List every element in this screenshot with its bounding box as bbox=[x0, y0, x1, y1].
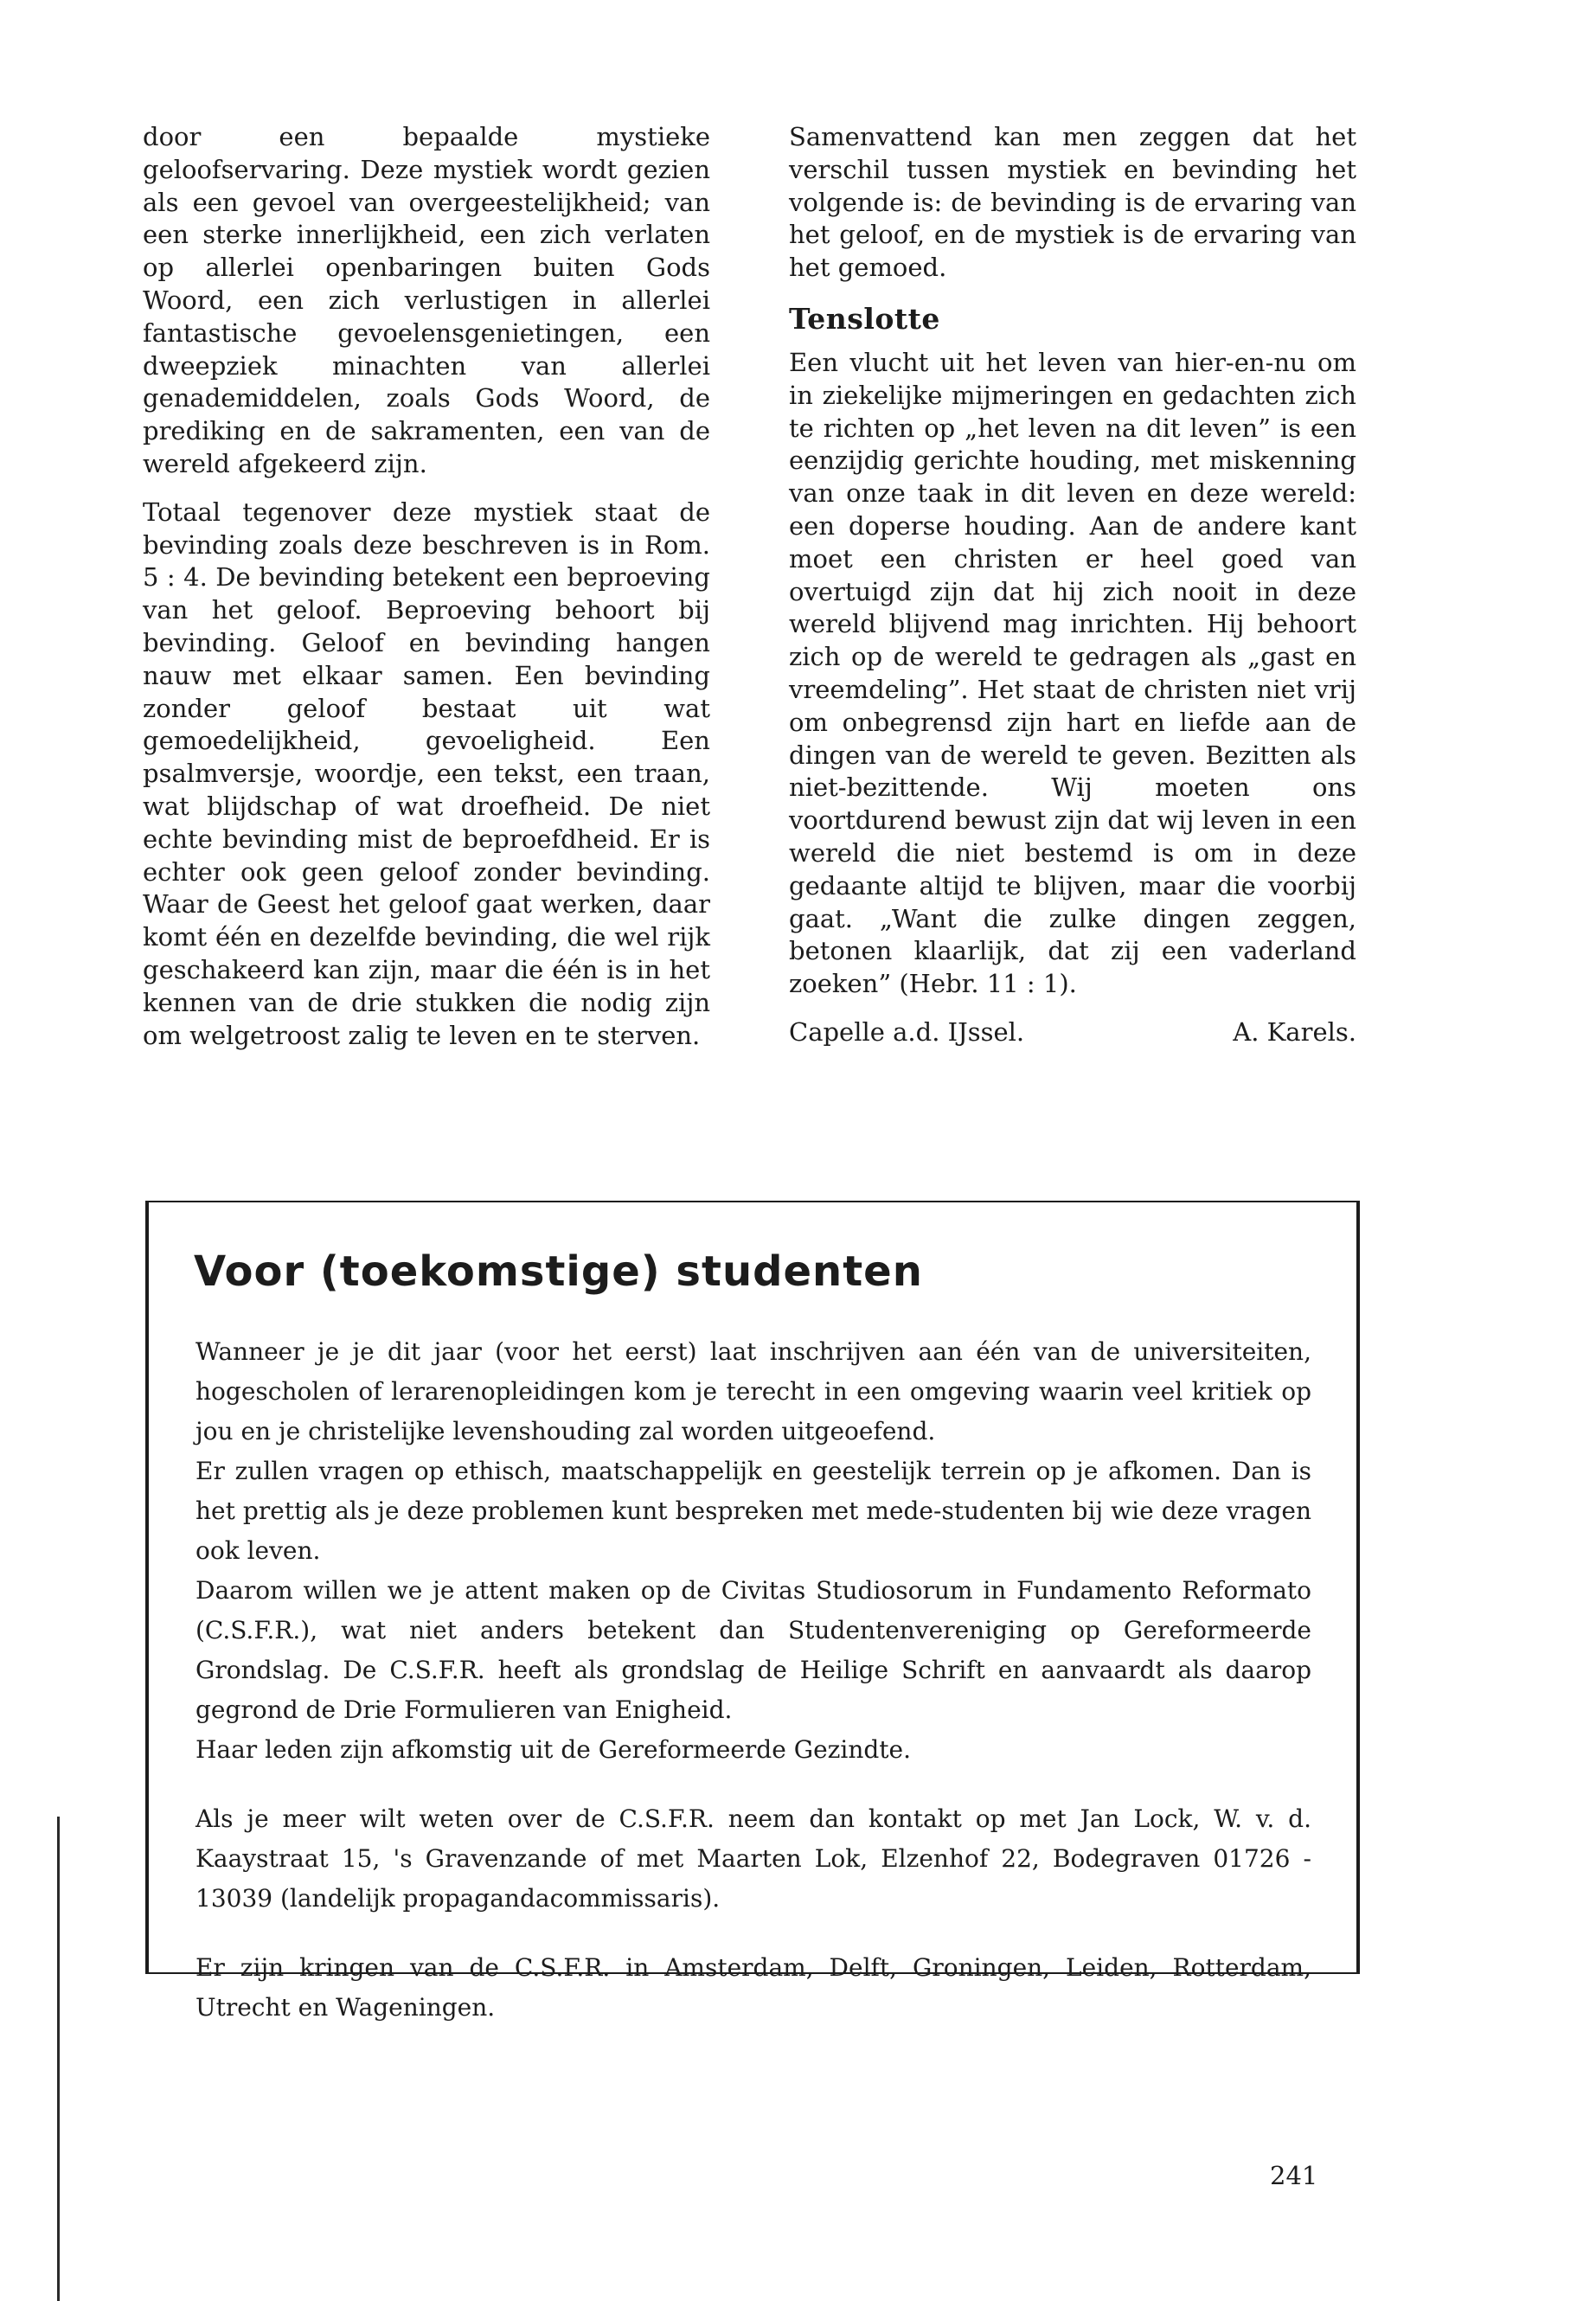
notice-paragraph: Er zullen vragen op ethisch, maatschappelijk en geestelijk terrein op je afkomen. Dan is het prettig als je deze problemen kunt bespreken met mede-studenten bij wie deze vragen ook leven. bbox=[195, 1457, 1311, 1565]
notice-title: Voor (toekomstige) studenten bbox=[194, 1247, 923, 1296]
right-body-paragraph: Een vlucht uit het leven van hier-en-nu om in ziekelijke mijmeringen en gedachten zich te richten op „het leven na dit leven” is een eenzijdig gerichte houding, met miskenning van onze taak in dit leven en deze wereld: een doperse houding. Aan de andere kant moet een christen er heel goed van overtuigd zijn dat hij zich nooit in deze wereld blijvend mag inrichten. Hij behoort zich op de wereld te gedragen als „gast en vreemdeling”. Het staat de christen niet vrij om onbegrensd zijn hart en liefde aan de dingen van de wereld te geven. Bezitten als niet-bezittende. Wij moeten ons voortdurend bewust zijn dat wij leven in een wereld die niet bestemd is om in deze gedaante altijd te blijven, maar die voorbij gaat. „Want die zulke dingen zeggen, betonen klaarlijk, dat zij een vaderland zoeken” (Hebr. 11 : 1). bbox=[789, 347, 1356, 999]
section-heading: Tenslotte bbox=[789, 301, 940, 336]
left-column bbox=[143, 121, 710, 1067]
left-paragraph-1: door een bepaalde mystieke geloofservaring. Deze mystiek wordt gezien als een gevoel van overgeestelijkheid; van een sterke innerlijkheid, een zich verlaten op allerlei openbaringen buiten Gods Woord, een zich verlustigen in allerlei fantastische gevoelensgenietingen, een dweepziek minachten van allerlei genademiddelen, zoals Gods Woord, de prediking en de sakramenten, een van de wereld afgekeerd zijn. bbox=[143, 122, 710, 478]
right-intro-paragraph: Samenvattend kan men zeggen dat het verschil tussen mystiek en bevinding het volgende is: de bevinding is de ervaring van het geloof, en de mystiek is de ervaring van het gemoed. bbox=[789, 122, 1356, 283]
notice-locations-paragraph: Er zijn kringen van de C.S.F.R. in Amsterdam, Delft, Groningen, Leiden, Rotterdam, Utrecht en Wageningen. bbox=[195, 1953, 1311, 2022]
notice-paragraph: Haar leden zijn afkomstig uit de Gereformeerde Gezindte. bbox=[195, 1735, 912, 1764]
signature-line bbox=[789, 1016, 1356, 1049]
signature-place: Capelle a.d. IJssel. bbox=[789, 1016, 1025, 1047]
notice-body bbox=[195, 1332, 1311, 2028]
notice-box bbox=[145, 1201, 1360, 2022]
page-edge-line bbox=[57, 1817, 60, 2301]
notice-contact-paragraph: Als je meer wilt weten over de C.S.F.R. neem dan kontakt op met Jan Lock, W. v. d. Kaaystraat 15, 's Gravenzande of met Maarten Lok, Elzenhof 22, Bodegraven 01726 - 13039 (landelijk propagandacommissaris). bbox=[195, 1804, 1311, 1913]
notice-paragraph: Wanneer je je dit jaar (voor het eerst) laat inschrijven aan één van de universiteiten, hogescholen of lerarenopleidingen kom je terecht in een omgeving waarin veel kritiek op jou en je christelijke levenshouding zal worden uitgeoefend. bbox=[195, 1337, 1311, 1445]
notice-paragraph: Daarom willen we je attent maken op de Civitas Studiosorum in Fundamento Reformato (C.S.F.R.), wat niet anders betekent dan Studentenvereniging op Gereformeerde Grondslag. De C.S.F.R. heeft als grondslag de Heilige Schrift en aanvaardt als daarop gegrond de Drie Formulieren van Enigheid. bbox=[195, 1576, 1311, 1724]
signature-name: A. Karels. bbox=[1233, 1016, 1356, 1047]
left-paragraph-2: Totaal tegenover deze mystiek staat de bevinding zoals deze beschreven is in Rom. 5 : 4. De bevinding betekent een beproeving van het geloof. Beproeving behoort bij bevinding. Geloof en bevinding hangen nauw met elkaar samen. Een bevinding zonder geloof bestaat uit wat gemoedelijkheid, gevoeligheid. Een psalmversje, woordje, een tekst, een traan, wat blijdschap of wat droefheid. De niet echte bevinding mist de beproefdheid. Er is echter ook geen geloof zonder bevinding. Waar de Geest het geloof gaat werken, daar komt één en dezelfde bevinding, die wel rijk geschakeerd kan zijn, maar die één is in het kennen van de drie stukken die nodig zijn om welgetroost zalig te leven en te sterven. bbox=[143, 497, 710, 1050]
page-number: 241 bbox=[1270, 2161, 1318, 2190]
right-column bbox=[789, 121, 1356, 1049]
